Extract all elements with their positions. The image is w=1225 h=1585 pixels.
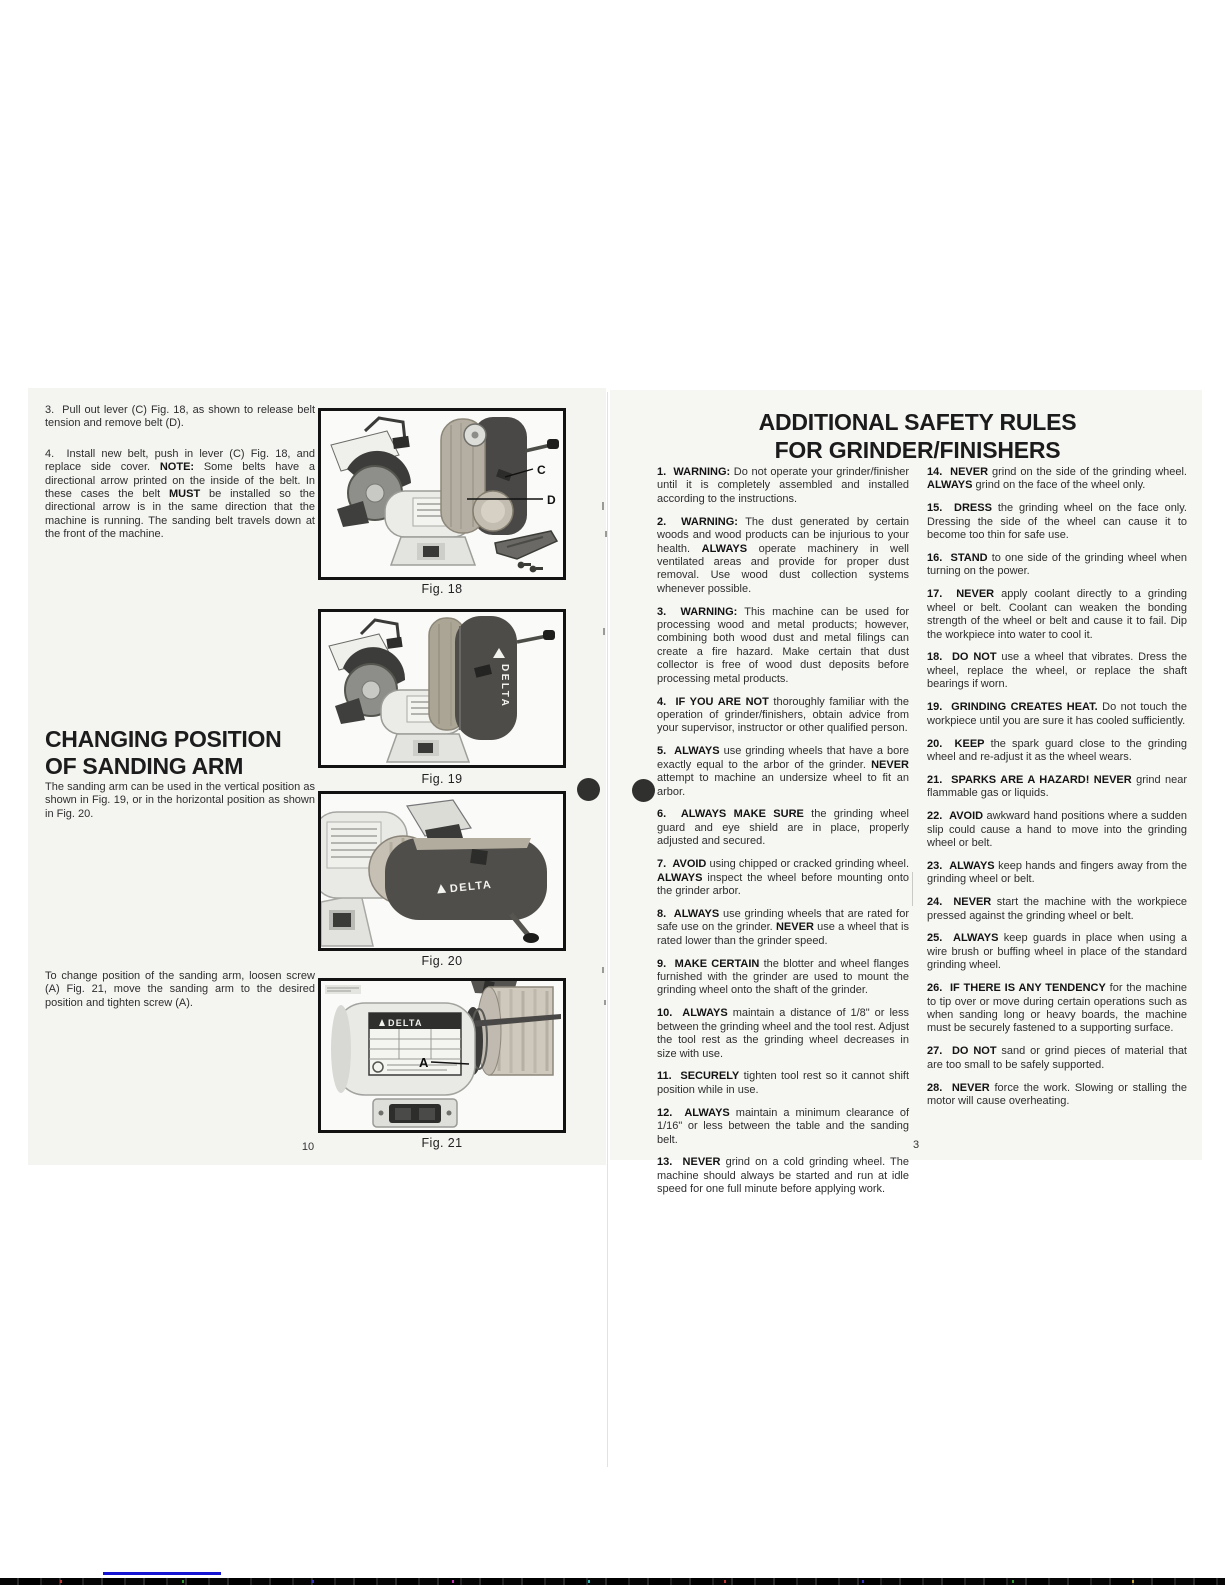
safety-rule: 11. SECURELY tighten tool rest so it cannot shift position while in use. — [657, 1070, 910, 1096]
safety-rule: 20. KEEP the spark guard close to the grinding wheel and re-adjust it as the wheel wears. — [927, 737, 1187, 763]
figure20-caption: Fig. 20 — [421, 954, 463, 968]
figure-18 — [318, 408, 566, 580]
figure-19 — [318, 609, 566, 768]
heading-line-1: CHANGING POSITION — [45, 726, 282, 752]
title-line-1: ADDITIONAL SAFETY RULES — [758, 409, 1077, 435]
scan-speck — [604, 1000, 606, 1005]
figure18-caption: Fig. 18 — [421, 582, 463, 596]
safety-rules-column-1 — [657, 466, 909, 1206]
left-page-number: 10 — [301, 1141, 315, 1153]
figure19-caption: Fig. 19 — [421, 772, 463, 786]
scan-edge-noise — [0, 1578, 1225, 1585]
sanding-arm-position-paragraph — [45, 781, 315, 838]
safety-rule: 3. WARNING: This machine can be used for processing wood and metal products; however, combining both wood dust and metal filings can create a fire hazard. Make certain that dust collector is free of wood dust deposits before processing metal products. — [657, 605, 909, 685]
safety-rule: 25. ALWAYS keep guards in place when using a wire brush or buffing wheel in place of the standard grinding wheel. — [927, 932, 1188, 972]
bottom-blue-line — [103, 1572, 221, 1575]
body-paragraph: The sanding arm can be used in the vertical position as shown in Fig. 19, or in the horizontal position as shown in Fig. 20. — [45, 781, 315, 820]
title-line-2: FOR GRINDER/FINISHERS — [774, 437, 1061, 463]
safety-rule: 9. MAKE CERTAIN the blotter and wheel flanges furnished with the grinder are used to mount the grinding wheel onto the shaft of the grinder. — [657, 957, 909, 997]
figure21-caption: Fig. 21 — [421, 1136, 463, 1150]
scan-speck — [605, 531, 607, 537]
safety-rule: 23. ALWAYS keep hands and fingers away from the grinding wheel or belt. — [927, 859, 1188, 886]
heading-line-2: OF SANDING ARM — [45, 753, 244, 779]
instruction-paragraph: 4. Install new belt, push in lever (C) Fig. 18, and replace side cover. NOTE: Some belts have a directional arrow printed on the inside of the belt. In these cases the belt MUST be installed so the directional arrow is in the same direction that the machine is running. The sanding belt travels down at the front of the machine. — [45, 447, 315, 541]
safety-rule: 21. SPARKS ARE A HAZARD! NEVER grind near flammable gas or liquids. — [927, 773, 1187, 800]
safety-rule: 17. NEVER apply coolant directly to a grinding wheel or belt. Coolant can weaken the bonding strength of the wheel or belt and cause it to fail. Dip the workpiece into water to cool it. — [927, 588, 1187, 641]
scan-speck — [912, 872, 913, 906]
instruction-paragraph: 3. Pull out lever (C) Fig. 18, as shown to release belt tension and remove belt (D). — [45, 404, 315, 430]
binding-hole-left — [577, 778, 600, 801]
figure-20 — [318, 791, 566, 951]
safety-rule: 24. NEVER start the machine with the workpiece pressed against the grinding wheel or belt. — [927, 896, 1187, 922]
safety-rule: 27. DO NOT sand or grind pieces of material that are too small to be safely supported. — [927, 1045, 1187, 1071]
scan-speck — [602, 502, 604, 510]
figure18-illustration — [321, 411, 563, 577]
safety-rule: 14. NEVER grind on the side of the grinding wheel. ALWAYS grind on the face of the wheel only. — [927, 466, 1187, 492]
figure18-label-d: D — [547, 493, 556, 507]
safety-rule: 2. WARNING: The dust generated by certain woods and wood products can be injurious to your health. ALWAYS operate machinery in well ventilated areas and provide for proper dust removal. Use wood dust collection systems whenever possible. — [657, 515, 909, 595]
safety-rule: 1. WARNING: Do not operate your grinder/finisher until it is completely assembled and installed according to the instructions. — [657, 466, 909, 505]
safety-rule: 8. ALWAYS use grinding wheels that are rated for safe use on the grinder. NEVER use a wheel that is rated lower than the grinder speed. — [657, 907, 910, 947]
body-paragraph: To change position of the sanding arm, loosen screw (A) Fig. 21, move the sanding arm to the desired position and tighten screw (A). — [45, 970, 315, 1009]
safety-rule: 13. NEVER grind on a cold grinding wheel. The machine should always be started and run at idle speed for one full minute before applying work. — [657, 1156, 910, 1196]
safety-rule: 7. AVOID using chipped or cracked grinding wheel. ALWAYS inspect the wheel before mounting onto the grinder arbor. — [657, 858, 910, 897]
safety-rule: 22. AVOID awkward hand positions where a sudden slip could cause a hand to move into the grinding wheel or belt. — [927, 810, 1187, 849]
safety-rule: 16. STAND to one side of the grinding wheel when turning on the power. — [927, 552, 1187, 578]
safety-rules-title — [620, 408, 1215, 464]
figure21-illustration — [321, 981, 563, 1130]
left-page-instructions — [45, 404, 315, 559]
right-page-number: 3 — [912, 1139, 920, 1151]
scan-speck — [603, 628, 605, 635]
figure18-label-c: C — [537, 463, 546, 477]
safety-rule: 28. NEVER force the work. Slowing or stalling the motor will cause overheating. — [927, 1081, 1187, 1108]
safety-rule: 12. ALWAYS maintain a minimum clearance of 1/16" or less between the table and the sanding belt. — [657, 1106, 909, 1146]
page-gutter-fold — [607, 392, 608, 1467]
figure20-delta-logo: DELTA — [449, 878, 493, 896]
figure-21 — [318, 978, 566, 1133]
safety-rules-column-2 — [927, 466, 1187, 1118]
safety-rule: 19. GRINDING CREATES HEAT. Do not touch the workpiece until you are sure it has cooled sufficiently. — [927, 701, 1187, 727]
scan-speck — [602, 967, 604, 973]
safety-rule: 26. IF THERE IS ANY TENDENCY for the machine to tip over or move during certain operations such as when sanding long or heavy boards, the machine must be securely fastened to a supporting surface. — [927, 982, 1188, 1035]
change-position-paragraph — [45, 970, 315, 1027]
binding-hole-right — [632, 779, 655, 802]
safety-rule: 18. DO NOT use a wheel that vibrates. Dress the wheel, replace the wheel, or replace the shaft bearings if worn. — [927, 651, 1187, 691]
safety-rule: 10. ALWAYS maintain a distance of 1/8" or less between the grinding wheel and the tool rest. Adjust the tool rest as the grinding wheel decreases in size with use. — [657, 1007, 910, 1060]
figure20-illustration — [321, 794, 563, 948]
safety-rule: 4. IF YOU ARE NOT thoroughly familiar with the operation of grinder/finishers, obtain advice from your supervisor, instructor or other qualified person. — [657, 695, 909, 735]
safety-rule: 5. ALWAYS use grinding wheels that have a bore exactly equal to the arbor of the grinder. NEVER attempt to machine an undersize wheel to fit an arbor. — [657, 745, 910, 798]
section-heading — [45, 726, 340, 780]
figure19-illustration — [321, 612, 563, 765]
figure21-delta-nameplate: DELTA — [388, 1018, 423, 1028]
figure21-label-a: A — [419, 1055, 429, 1070]
figure19-delta-logo: DELTA — [499, 664, 510, 709]
safety-rule: 6. ALWAYS MAKE SURE the grinding wheel guard and eye shield are in place, properly adjusted and secured. — [657, 808, 909, 848]
safety-rule: 15. DRESS the grinding wheel on the face only. Dressing the side of the wheel can cause it to become too thin for safe use. — [927, 502, 1187, 542]
